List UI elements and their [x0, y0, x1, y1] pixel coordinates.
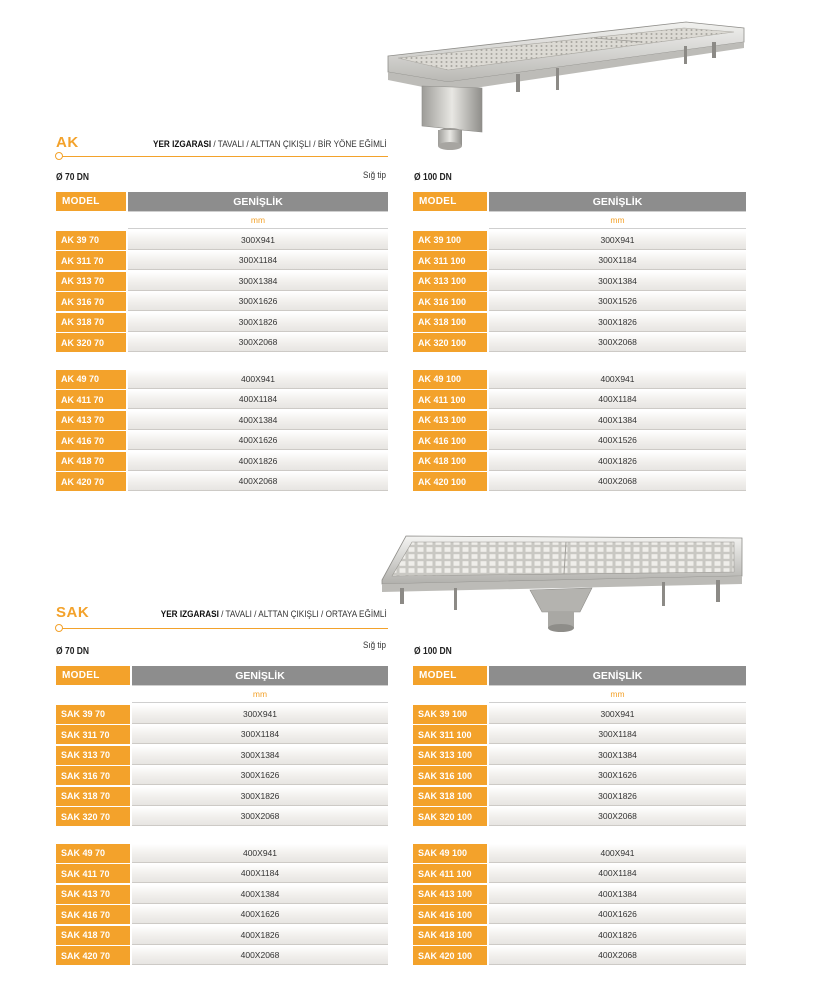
- section-desc-bold: YER IZGARASI: [153, 139, 212, 150]
- model-cell: SAK 413 70: [56, 885, 130, 904]
- model-cell: SAK 313 70: [56, 746, 130, 765]
- size-cell: 300X1184: [128, 251, 388, 270]
- section-title-sak: SAK: [56, 604, 90, 621]
- table-row: [56, 885, 388, 904]
- table-row: [413, 390, 746, 409]
- size-cell: 300X1826: [489, 313, 746, 332]
- header-model: MODEL: [56, 192, 126, 211]
- model-cell: SAK 416 100: [413, 905, 487, 924]
- section-divider-line: [62, 628, 388, 629]
- size-cell: 400X2068: [132, 946, 388, 965]
- size-cell: 300X1384: [489, 272, 746, 291]
- table-row: [56, 787, 388, 806]
- unit-label: mm: [132, 685, 388, 703]
- model-cell: AK 420 100: [413, 472, 487, 491]
- size-cell: 400X941: [128, 370, 388, 389]
- size-cell: 300X1526: [489, 292, 746, 311]
- model-cell: SAK 418 100: [413, 926, 487, 945]
- size-cell: 300X1626: [132, 766, 388, 785]
- header-width: GENİŞLİK: [132, 666, 388, 685]
- size-cell: 300X941: [132, 705, 388, 724]
- size-cell: 400X1184: [128, 390, 388, 409]
- table-row: [413, 333, 746, 352]
- header-model: MODEL: [56, 666, 130, 685]
- header-model: MODEL: [413, 192, 487, 211]
- size-cell: 400X2068: [489, 472, 746, 491]
- header-width: GENİŞLİK: [128, 192, 388, 211]
- table-row: [413, 864, 746, 883]
- model-cell: SAK 318 100: [413, 787, 487, 806]
- dn-label: Ø 70 DN: [56, 646, 90, 657]
- table-row: [56, 725, 388, 744]
- model-cell: AK 318 70: [56, 313, 126, 332]
- size-cell: 400X1826: [489, 452, 746, 471]
- table-row: [413, 905, 746, 924]
- size-cell: 400X2068: [489, 946, 746, 965]
- spec-table-sak-70: [56, 666, 388, 965]
- size-cell: 300X2068: [489, 807, 746, 826]
- model-cell: SAK 311 100: [413, 725, 487, 744]
- size-cell: 300X1826: [489, 787, 746, 806]
- size-cell: 400X1384: [489, 411, 746, 430]
- model-cell: SAK 49 70: [56, 844, 130, 863]
- size-cell: 400X1184: [489, 864, 746, 883]
- model-cell: SAK 318 70: [56, 787, 130, 806]
- spec-table-sak-100: [413, 666, 746, 965]
- table-row: [56, 292, 388, 311]
- table-row: [56, 390, 388, 409]
- table-row: [413, 807, 746, 826]
- table-header: [56, 666, 388, 685]
- table-row: [413, 452, 746, 471]
- table-header: [56, 192, 388, 211]
- table-row: [56, 844, 388, 863]
- section-desc-rest: / TAVALI / ALTTAN ÇIKIŞLI / ORTAYA EĞİMLİ: [219, 609, 387, 620]
- table-row: [413, 844, 746, 863]
- table-row: [56, 272, 388, 291]
- table-row: [413, 231, 746, 250]
- model-cell: SAK 316 100: [413, 766, 487, 785]
- size-cell: 400X1826: [128, 452, 388, 471]
- table-row: [56, 472, 388, 491]
- table-row: [56, 705, 388, 724]
- model-cell: SAK 413 100: [413, 885, 487, 904]
- unit-label: mm: [489, 685, 746, 703]
- section-divider-line: [62, 156, 388, 157]
- header-model: MODEL: [413, 666, 487, 685]
- model-cell: AK 39 70: [56, 231, 126, 250]
- table-row: [56, 333, 388, 352]
- size-cell: 400X941: [489, 370, 746, 389]
- ak-drain-product-image: [384, 20, 746, 152]
- table-row: [56, 905, 388, 924]
- model-cell: SAK 420 100: [413, 946, 487, 965]
- table-row: [56, 746, 388, 765]
- size-cell: 300X941: [489, 231, 746, 250]
- unit-row: [56, 685, 388, 703]
- model-cell: AK 313 100: [413, 272, 487, 291]
- size-cell: 300X1184: [132, 725, 388, 744]
- table-row: [413, 766, 746, 785]
- header-width: GENİŞLİK: [489, 192, 746, 211]
- table-row: [413, 472, 746, 491]
- table-row: [56, 313, 388, 332]
- model-cell: SAK 49 100: [413, 844, 487, 863]
- table-row: [56, 926, 388, 945]
- section-description-ak: [153, 139, 387, 150]
- model-cell: SAK 311 70: [56, 725, 130, 744]
- table-row: [413, 313, 746, 332]
- table-header: [413, 666, 746, 685]
- model-cell: AK 313 70: [56, 272, 126, 291]
- section-title-ak: AK: [56, 134, 79, 151]
- model-cell: AK 418 70: [56, 452, 126, 471]
- table-row: [413, 885, 746, 904]
- model-cell: AK 318 100: [413, 313, 487, 332]
- table-row: [56, 864, 388, 883]
- table-row: [56, 231, 388, 250]
- size-cell: 400X1626: [132, 905, 388, 924]
- section-divider-dot: [55, 152, 63, 160]
- model-cell: AK 416 70: [56, 431, 126, 450]
- size-cell: 400X1626: [489, 905, 746, 924]
- table-row: [413, 272, 746, 291]
- unit-row: [413, 211, 746, 229]
- model-cell: AK 49 70: [56, 370, 126, 389]
- size-cell: 300X1184: [489, 725, 746, 744]
- table-row: [413, 946, 746, 965]
- size-cell: 400X1184: [489, 390, 746, 409]
- model-cell: SAK 411 100: [413, 864, 487, 883]
- size-cell: 400X941: [132, 844, 388, 863]
- model-cell: SAK 411 70: [56, 864, 130, 883]
- size-cell: 400X1184: [132, 864, 388, 883]
- size-cell: 300X2068: [128, 333, 388, 352]
- size-cell: 300X2068: [132, 807, 388, 826]
- spec-table-ak-70: [56, 192, 388, 491]
- model-cell: AK 49 100: [413, 370, 487, 389]
- section-desc-bold: YER IZGARASI: [161, 609, 220, 620]
- section-desc-rest: / TAVALI / ALTTAN ÇIKIŞLI / BİR YÖNE EĞİMLİ: [211, 139, 387, 150]
- table-row: [413, 926, 746, 945]
- table-row: [56, 431, 388, 450]
- model-cell: SAK 320 70: [56, 807, 130, 826]
- size-cell: 300X941: [128, 231, 388, 250]
- table-row: [413, 725, 746, 744]
- spec-table-ak-100: [413, 192, 746, 491]
- unit-row: [413, 685, 746, 703]
- table-row: [56, 370, 388, 389]
- sig-tip-label: Sığ tip: [363, 170, 386, 181]
- size-cell: 400X1526: [489, 431, 746, 450]
- model-cell: AK 311 100: [413, 251, 487, 270]
- size-cell: 300X1626: [489, 766, 746, 785]
- size-cell: 400X1826: [132, 926, 388, 945]
- size-cell: 300X1384: [132, 746, 388, 765]
- model-cell: AK 416 100: [413, 431, 487, 450]
- model-cell: AK 413 100: [413, 411, 487, 430]
- size-cell: 400X1826: [489, 926, 746, 945]
- model-cell: SAK 313 100: [413, 746, 487, 765]
- model-cell: AK 311 70: [56, 251, 126, 270]
- table-row: [56, 251, 388, 270]
- model-cell: AK 316 70: [56, 292, 126, 311]
- dn-label: Ø 100 DN: [414, 646, 452, 657]
- size-cell: 300X1626: [128, 292, 388, 311]
- dn-label: Ø 70 DN: [56, 172, 90, 183]
- table-row: [413, 411, 746, 430]
- table-row: [56, 807, 388, 826]
- model-cell: AK 420 70: [56, 472, 126, 491]
- section-description-sak: [161, 609, 387, 620]
- model-cell: SAK 39 70: [56, 705, 130, 724]
- unit-label: mm: [489, 211, 746, 229]
- unit-row: [56, 211, 388, 229]
- table-row: [413, 370, 746, 389]
- model-cell: SAK 39 100: [413, 705, 487, 724]
- model-cell: AK 39 100: [413, 231, 487, 250]
- dn-label: Ø 100 DN: [414, 172, 452, 183]
- size-cell: 300X1826: [132, 787, 388, 806]
- table-row: [413, 746, 746, 765]
- table-row: [413, 251, 746, 270]
- table-header: [413, 192, 746, 211]
- size-cell: 300X1384: [128, 272, 388, 291]
- table-row: [56, 946, 388, 965]
- size-cell: 400X1626: [128, 431, 388, 450]
- size-cell: 300X1184: [489, 251, 746, 270]
- table-row: [56, 766, 388, 785]
- size-cell: 300X1826: [128, 313, 388, 332]
- model-cell: SAK 316 70: [56, 766, 130, 785]
- size-cell: 300X1384: [489, 746, 746, 765]
- model-cell: SAK 416 70: [56, 905, 130, 924]
- table-row: [413, 787, 746, 806]
- model-cell: AK 411 70: [56, 390, 126, 409]
- model-cell: SAK 418 70: [56, 926, 130, 945]
- header-width: GENİŞLİK: [489, 666, 746, 685]
- sig-tip-label: Sığ tip: [363, 640, 386, 651]
- model-cell: AK 411 100: [413, 390, 487, 409]
- size-cell: 400X1384: [489, 885, 746, 904]
- size-cell: 300X941: [489, 705, 746, 724]
- model-cell: AK 418 100: [413, 452, 487, 471]
- model-cell: SAK 320 100: [413, 807, 487, 826]
- table-row: [413, 705, 746, 724]
- model-cell: AK 320 70: [56, 333, 126, 352]
- model-cell: AK 413 70: [56, 411, 126, 430]
- unit-label: mm: [128, 211, 388, 229]
- model-cell: AK 320 100: [413, 333, 487, 352]
- sak-drain-product-image: [380, 532, 748, 634]
- size-cell: 400X1384: [132, 885, 388, 904]
- size-cell: 400X1384: [128, 411, 388, 430]
- model-cell: AK 316 100: [413, 292, 487, 311]
- size-cell: 400X2068: [128, 472, 388, 491]
- table-row: [413, 292, 746, 311]
- size-cell: 300X2068: [489, 333, 746, 352]
- section-divider-dot: [55, 624, 63, 632]
- table-row: [413, 431, 746, 450]
- size-cell: 400X941: [489, 844, 746, 863]
- table-row: [56, 452, 388, 471]
- table-row: [56, 411, 388, 430]
- model-cell: SAK 420 70: [56, 946, 130, 965]
